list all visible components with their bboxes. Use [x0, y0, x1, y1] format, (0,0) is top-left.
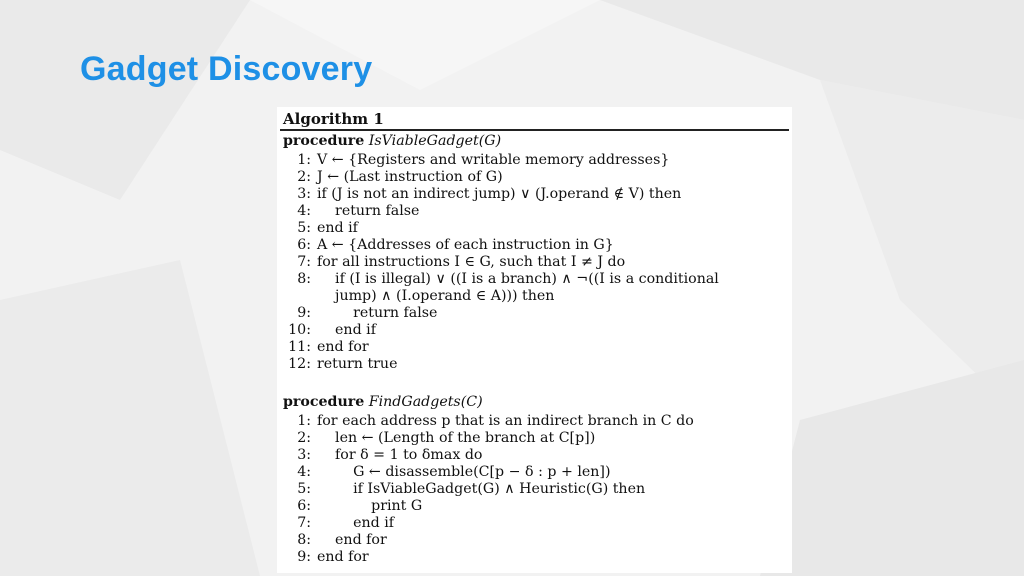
- algorithm-heading: Algorithm 1: [283, 110, 384, 128]
- algorithm-line: [283, 237, 614, 254]
- line-text: len ← (Length of the branch at C[p]): [317, 430, 596, 446]
- line-number: 3:: [297, 447, 311, 463]
- algorithm-line: [283, 532, 387, 549]
- line-text: end if: [317, 515, 394, 531]
- line-text: J ← (Last instruction of G): [317, 169, 503, 185]
- top-rule: [280, 129, 789, 131]
- procedure-header-1: [283, 133, 501, 149]
- line-number: 8:: [297, 532, 311, 548]
- algorithm-box: [277, 107, 792, 573]
- line-number: 1:: [297, 413, 311, 429]
- line-text: if (I is illegal) ∨ ((I is a branch) ∧ ¬((I is a conditional: [317, 271, 719, 287]
- algorithm-line: [283, 254, 625, 271]
- algorithm-line: [283, 549, 369, 566]
- line-number: 5:: [297, 220, 311, 236]
- algorithm-line: [283, 447, 482, 464]
- line-text: V ← {Registers and writable memory addresses}: [317, 152, 670, 168]
- line-number: 2:: [297, 169, 311, 185]
- line-text: end if: [317, 322, 376, 338]
- algorithm-line: [283, 305, 437, 322]
- line-number: 8:: [297, 271, 311, 287]
- procedure-keyword: procedure: [283, 133, 365, 149]
- algorithm-line: [283, 515, 394, 532]
- procedure-name: FindGadgets(C): [368, 394, 483, 410]
- line-number: 4:: [297, 464, 311, 480]
- line-text: return false: [317, 305, 438, 321]
- line-text: return false: [317, 203, 420, 219]
- algorithm-line: [283, 339, 369, 356]
- line-number: 2:: [297, 430, 311, 446]
- line-number: 6:: [297, 498, 311, 514]
- line-text: if IsViableGadget(G) ∧ Heuristic(G) then: [317, 481, 646, 497]
- line-text: for each address p that is an indirect branch in C do: [317, 413, 694, 429]
- algorithm-line: [283, 322, 376, 339]
- line-text: end for: [317, 532, 387, 548]
- line-text: for all instructions I ∈ G, such that I ≠ J do: [317, 254, 626, 270]
- algorithm-line: [283, 271, 719, 288]
- line-text: if (J is not an indirect jump) ∨ (J.operand ∉ V) then: [317, 186, 682, 202]
- line-number: 4:: [297, 203, 311, 219]
- line-number: 7:: [297, 515, 311, 531]
- algorithm-line: [283, 152, 669, 169]
- line-text: end for: [317, 549, 369, 565]
- line-text: jump) ∧ (I.operand ∈ A))) then: [317, 288, 555, 304]
- procedure-header-2: [283, 394, 483, 410]
- algorithm-line: [283, 169, 503, 186]
- line-number: 3:: [297, 186, 311, 202]
- line-text: A ← {Addresses of each instruction in G}: [317, 237, 614, 253]
- line-text: G ← disassemble(C[p − δ : p + len]): [317, 464, 611, 480]
- algorithm-line: [283, 186, 681, 203]
- algorithm-line: [283, 430, 595, 447]
- algorithm-line: [283, 464, 611, 481]
- line-text: end if: [317, 220, 358, 236]
- procedure-name: IsViableGadget(G): [368, 133, 502, 149]
- line-number: 6:: [297, 237, 311, 253]
- line-number: 9:: [297, 305, 311, 321]
- line-text: return true: [317, 356, 398, 372]
- line-number: 1:: [297, 152, 311, 168]
- line-text: end for: [317, 339, 369, 355]
- line-text: print G: [317, 498, 423, 514]
- slide-title: Gadget Discovery: [80, 50, 373, 88]
- line-number: 12:: [288, 356, 311, 372]
- line-number: 7:: [297, 254, 311, 270]
- line-number: 5:: [297, 481, 311, 497]
- line-text: for δ = 1 to δmax do: [317, 447, 483, 463]
- algorithm-line: [283, 288, 554, 305]
- procedure-keyword: procedure: [283, 394, 365, 410]
- algorithm-line: [283, 413, 694, 430]
- algorithm-line: [283, 356, 397, 373]
- line-number: 9:: [297, 549, 311, 565]
- algorithm-line: [283, 220, 358, 237]
- algorithm-line: [283, 481, 645, 498]
- line-number: 11:: [288, 339, 311, 355]
- algorithm-line: [283, 498, 422, 515]
- line-number: 10:: [288, 322, 311, 338]
- algorithm-line: [283, 203, 419, 220]
